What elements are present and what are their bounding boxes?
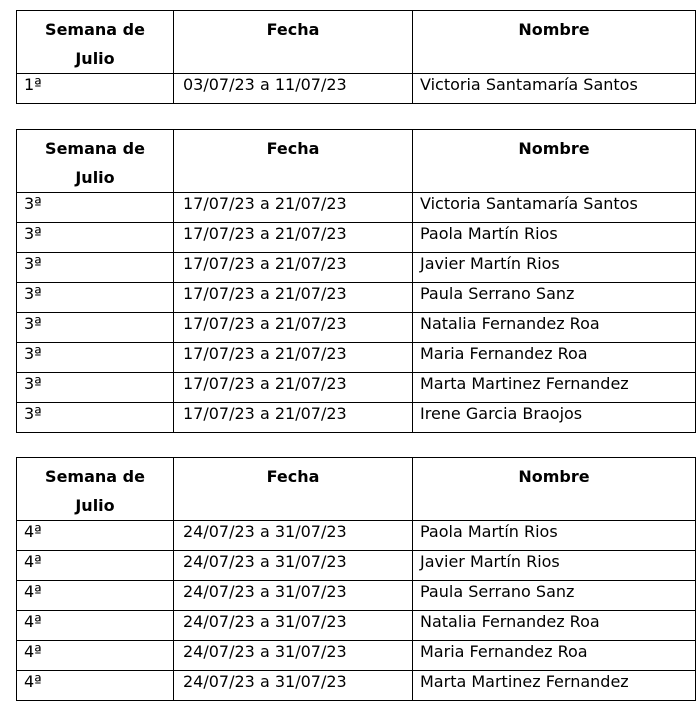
date-cell: 17/07/23 a 21/07/23: [174, 343, 413, 373]
date-cell: 24/07/23 a 31/07/23: [174, 671, 413, 701]
week-cell: 3ª: [17, 253, 174, 283]
date-cell: 17/07/23 a 21/07/23: [174, 313, 413, 343]
name-cell: Maria Fernandez Roa: [413, 343, 696, 373]
table-row: [17, 223, 696, 253]
roster-table-2: [16, 129, 696, 433]
header-row: [17, 458, 696, 521]
date-cell: 24/07/23 a 31/07/23: [174, 521, 413, 551]
date-cell: 17/07/23 a 21/07/23: [174, 223, 413, 253]
date-cell: 24/07/23 a 31/07/23: [174, 551, 413, 581]
week-cell: 4ª: [17, 521, 174, 551]
week-cell: 3ª: [17, 223, 174, 253]
column-header-date: Fecha: [174, 130, 413, 193]
name-cell: Maria Fernandez Roa: [413, 641, 696, 671]
date-cell: 03/07/23 a 11/07/23: [174, 74, 413, 104]
name-cell: Javier Martín Rios: [413, 253, 696, 283]
date-cell: 17/07/23 a 21/07/23: [174, 403, 413, 433]
name-cell: Irene Garcia Braojos: [413, 403, 696, 433]
week-cell: 3ª: [17, 313, 174, 343]
week-cell: 3ª: [17, 193, 174, 223]
week-cell: 4ª: [17, 611, 174, 641]
roster-table-3: [16, 457, 696, 701]
name-cell: Marta Martinez Fernandez: [413, 373, 696, 403]
table-row: [17, 641, 696, 671]
name-cell: Marta Martinez Fernandez: [413, 671, 696, 701]
date-cell: 24/07/23 a 31/07/23: [174, 581, 413, 611]
table-row: [17, 403, 696, 433]
week-cell: 3ª: [17, 373, 174, 403]
table-row: [17, 193, 696, 223]
roster-table-1: [16, 10, 696, 104]
name-cell: Natalia Fernandez Roa: [413, 611, 696, 641]
date-cell: 17/07/23 a 21/07/23: [174, 373, 413, 403]
column-header-name: Nombre: [413, 130, 696, 193]
week-cell: 3ª: [17, 343, 174, 373]
table-row: [17, 74, 696, 104]
week-cell: 3ª: [17, 283, 174, 313]
week-cell: 4ª: [17, 671, 174, 701]
table-row: [17, 671, 696, 701]
column-header-week: Semana de Julio: [17, 130, 174, 193]
name-cell: Paola Martín Rios: [413, 521, 696, 551]
table-row: [17, 551, 696, 581]
table-row: [17, 581, 696, 611]
name-cell: Victoria Santamaría Santos: [413, 193, 696, 223]
table-row: [17, 611, 696, 641]
column-header-week: Semana de Julio: [17, 11, 174, 74]
column-header-name: Nombre: [413, 458, 696, 521]
week-cell: 3ª: [17, 403, 174, 433]
date-cell: 24/07/23 a 31/07/23: [174, 641, 413, 671]
name-cell: Natalia Fernandez Roa: [413, 313, 696, 343]
week-cell: 1ª: [17, 74, 174, 104]
column-header-date: Fecha: [174, 11, 413, 74]
date-cell: 24/07/23 a 31/07/23: [174, 611, 413, 641]
week-cell: 4ª: [17, 551, 174, 581]
header-row: [17, 11, 696, 74]
date-cell: 17/07/23 a 21/07/23: [174, 283, 413, 313]
column-header-name: Nombre: [413, 11, 696, 74]
name-cell: Javier Martín Rios: [413, 551, 696, 581]
table-row: [17, 373, 696, 403]
week-cell: 4ª: [17, 581, 174, 611]
table-row: [17, 283, 696, 313]
week-cell: 4ª: [17, 641, 174, 671]
date-cell: 17/07/23 a 21/07/23: [174, 253, 413, 283]
date-cell: 17/07/23 a 21/07/23: [174, 193, 413, 223]
table-row: [17, 313, 696, 343]
table-row: [17, 253, 696, 283]
name-cell: Paula Serrano Sanz: [413, 283, 696, 313]
column-header-date: Fecha: [174, 458, 413, 521]
column-header-week: Semana de Julio: [17, 458, 174, 521]
name-cell: Paula Serrano Sanz: [413, 581, 696, 611]
name-cell: Paola Martín Rios: [413, 223, 696, 253]
table-row: [17, 343, 696, 373]
name-cell: Victoria Santamaría Santos: [413, 74, 696, 104]
table-row: [17, 521, 696, 551]
header-row: [17, 130, 696, 193]
